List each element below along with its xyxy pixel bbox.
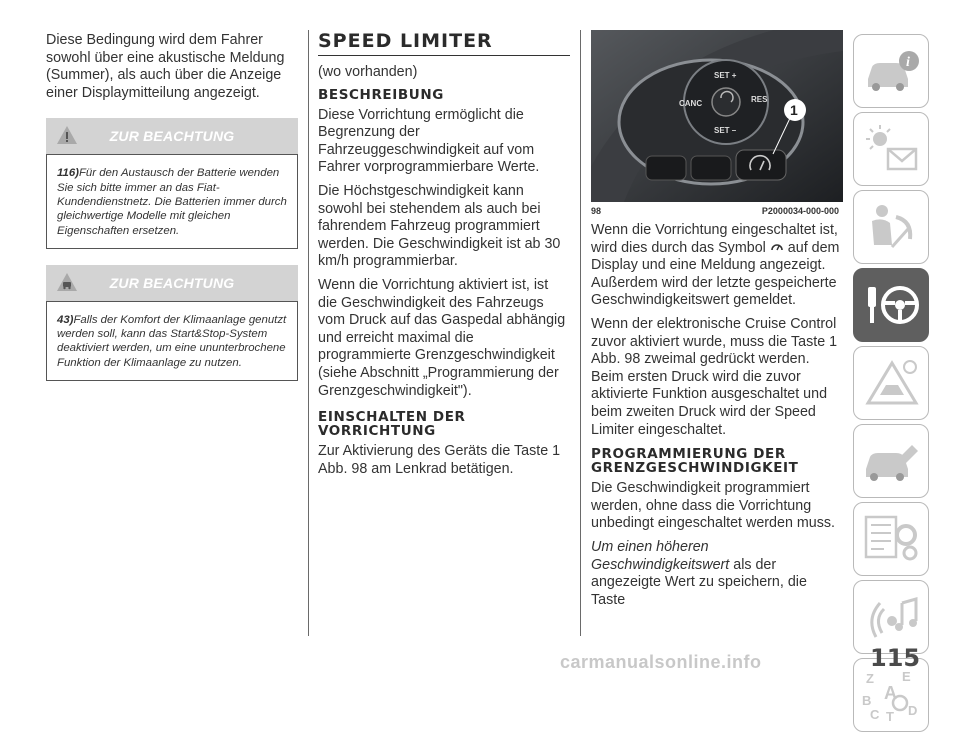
heading-einschalten: EINSCHALTEN DER VORRICHTUNG	[318, 409, 466, 440]
italic-lead: Um einen höheren Geschwindigkeitswert	[591, 538, 730, 573]
airbag-safety-icon	[862, 199, 922, 255]
warning-header-1	[46, 118, 298, 154]
steering-wheel-key-icon	[862, 277, 922, 333]
right-column	[591, 30, 843, 615]
paragraph-hoeher	[591, 539, 843, 609]
page-number: 115	[870, 644, 921, 672]
intro-paragraph: Diese Bedingung wird dem Fahrer sowohl über eine akustische Meldung (Summer), als auch über die Anzeige einer Displaymitteilung angezeigt.	[46, 32, 285, 101]
paragraph-programmierung: Die Geschwindigkeit programmiert werden, ohne dass die Vorrichtung unbedingt eingeschaltet werden muss.	[591, 480, 835, 532]
index-letter-c: C	[870, 707, 880, 722]
left-column	[46, 32, 298, 381]
paragraph-4: Zur Aktivierung des Geräts die Taste 1 Abb. 98 am Lenkrad betätigen.	[318, 443, 561, 477]
figure-number: 98	[591, 206, 602, 216]
heading-beschreibung: BESCHREIBUNG	[318, 86, 444, 103]
paragraph-3: Wenn die Vorrichtung aktiviert ist, ist die Geschwindigkeit des Fahrzeugs vom Druck auf das Gaspedal abhängig und erreicht maximal die programmierte Grenzgeschwindigkeit (siehe Abschnitt „Programmierung der Grenzgeschwindigkeit").	[318, 276, 566, 399]
section-title: SPEED LIMITER	[318, 30, 570, 56]
callout-1: 1	[790, 102, 798, 118]
availability-note: (wo vorhanden)	[318, 64, 418, 80]
set-plus-label: SET +	[714, 71, 737, 80]
warning-box-2	[46, 301, 298, 381]
tab-safety[interactable]	[853, 190, 929, 264]
paragraph-1: Diese Vorrichtung ermöglicht die Begrenzung der Fahrzeuggeschwindigkeit auf vom Fahrer vorprogrammierbare Werte.	[318, 106, 540, 176]
alphabetical-index-icon	[862, 667, 922, 723]
tab-starting-driving[interactable]	[853, 268, 929, 342]
steering-wheel-controls-illustration	[591, 30, 843, 202]
warning-text-1: Für den Austausch der Batterie wenden Sie sich bitte immer an das Fiat-Kundendienstnetz. Die Batterien immer durch gleichwertige Modelle mit gleichen Eigenschaften ersetzen.	[57, 167, 287, 237]
tab-technical-data[interactable]	[853, 502, 929, 576]
index-letter-e: E	[902, 669, 911, 684]
paragraph-symbol-b: auf dem Display und eine Meldung angezeigt. Außerdem wird der letzte gespeicherte Geschwindigkeitswert gemeldet.	[591, 239, 840, 309]
warning-title-2: ZUR BEACHTUNG	[109, 274, 235, 291]
index-letter-z: Z	[866, 671, 874, 686]
svg-text:i: i	[906, 55, 910, 70]
tab-multimedia[interactable]	[853, 580, 929, 654]
paragraph-symbol	[591, 222, 843, 310]
figure-caption	[591, 206, 843, 216]
index-letter-d: D	[908, 703, 918, 718]
canc-label: CANC	[679, 99, 703, 108]
warning-number-1: 116)	[57, 167, 79, 180]
set-minus-label: SET –	[714, 126, 737, 135]
column-divider-2	[580, 30, 581, 636]
tab-vehicle-info[interactable]	[853, 34, 929, 108]
index-letter-t: T	[886, 709, 894, 723]
tab-maintenance[interactable]	[853, 424, 929, 498]
tab-warning-lights[interactable]	[853, 112, 929, 186]
paragraph-2: Die Höchstgeschwindigkeit kann sowohl bei stehendem als auch bei fahrendem Fahrzeug programmiert werden. Die Geschwindigkeit ist ab 30 km/h programmierbar.	[318, 182, 561, 270]
heading-programmierung: PROGRAMMIERUNG DER GRENZGESCHWINDIGKEIT	[591, 446, 799, 477]
tab-emergency[interactable]	[853, 346, 929, 420]
index-letter-a: A	[884, 683, 897, 703]
warning-number-2: 43)	[57, 313, 74, 326]
speed-limiter-icon	[770, 240, 784, 254]
multimedia-icon	[862, 589, 922, 645]
warning-box-1	[46, 154, 298, 248]
car-maintenance-icon	[862, 433, 922, 489]
warning-title-1: ZUR BEACHTUNG	[109, 128, 235, 145]
paragraph-symbol-a: Wenn die Vorrichtung eingeschaltet ist, wird dies durch das Symbol	[591, 222, 838, 256]
figure-code: P2000034-000-000	[761, 206, 839, 216]
res-label: RES	[751, 95, 768, 104]
roadside-emergency-icon	[862, 355, 922, 411]
technical-data-icon	[862, 511, 922, 567]
car-info-icon	[862, 43, 922, 99]
warning-header-2	[46, 265, 298, 301]
steering-wheel-figure	[591, 30, 843, 202]
column-divider-1	[308, 30, 309, 636]
index-letter-b: B	[862, 693, 872, 708]
paragraph-hoeher-rest: als der angezeigte Wert zu speichern, die Taste	[591, 556, 807, 608]
warning-text-2: Falls der Komfort der Klimaanlage genutzt werden soll, kann das Start&Stop-System deaktiviert werden, um eine ununterbrochene Funktion der Klimaanlage zu nutzen.	[57, 313, 287, 369]
paragraph-cruise: Wenn der elektronische Cruise Control zuvor aktiviert wurde, muss die Taste 1 Abb. 98 zweimal gedrückt werden. Beim ersten Druck wird die zuvor aktivierte Funktion ausgeschaltet und beim zweiten Druck wird der Speed Limiter eingeschaltet.	[591, 315, 838, 438]
warning-lights-icon	[862, 121, 922, 177]
chapter-tab-sidebar	[853, 34, 929, 736]
watermark: carmanualsonline.info	[560, 652, 762, 672]
middle-column	[318, 30, 570, 484]
